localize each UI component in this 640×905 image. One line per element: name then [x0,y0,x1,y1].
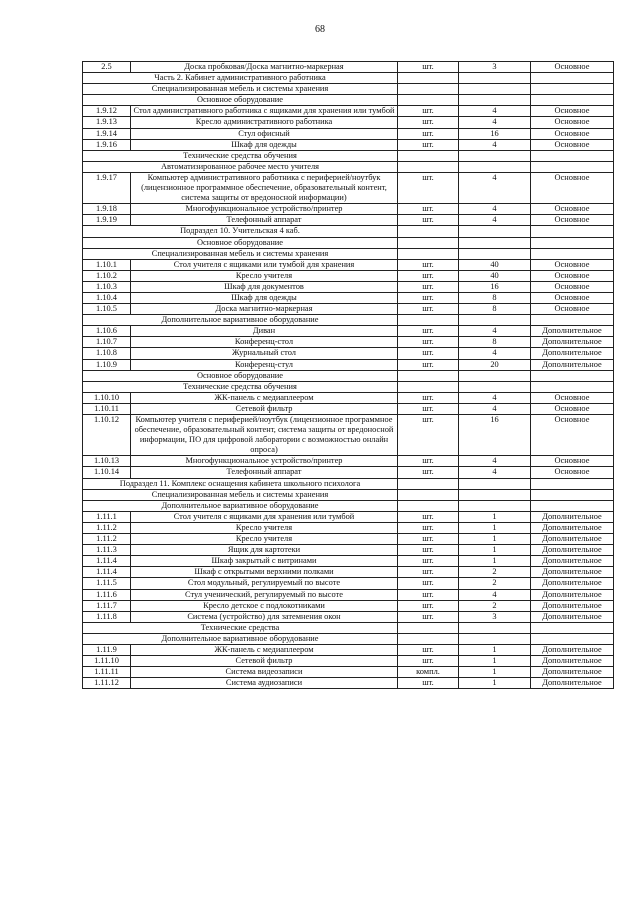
item-quantity: 4 [459,326,531,337]
item-number: 1.9.12 [83,106,131,117]
item-number: 1.9.14 [83,128,131,139]
empty-cell [531,489,614,500]
item-type: Дополнительное [531,678,614,689]
empty-cell [398,237,459,248]
empty-cell [459,150,531,161]
item-unit: шт. [398,259,459,270]
item-quantity: 1 [459,511,531,522]
item-number: 1.9.17 [83,172,131,203]
section-title: Технические средства обучения [83,381,398,392]
empty-cell [398,370,459,381]
item-unit: шт. [398,270,459,281]
item-unit: шт. [398,522,459,533]
item-unit: шт. [398,172,459,203]
item-unit: шт. [398,534,459,545]
item-name: Кресло учителя [131,522,398,533]
item-number: 1.11.9 [83,644,131,655]
item-unit: шт. [398,511,459,522]
item-number: 2.5 [83,62,131,73]
table-row [83,348,614,359]
item-unit: шт. [398,106,459,117]
empty-cell [459,237,531,248]
item-name: Телефонный аппарат [131,467,398,478]
section-title: Основное оборудование [83,95,398,106]
table-row [83,337,614,348]
item-quantity: 16 [459,281,531,292]
page-number: 68 [315,24,325,35]
empty-cell [531,237,614,248]
item-name: Система видеозаписи [131,667,398,678]
section-title: Специализированная мебель и системы хранения [83,248,398,259]
empty-cell [531,633,614,644]
item-unit: шт. [398,337,459,348]
item-unit: шт. [398,545,459,556]
item-type: Основное [531,292,614,303]
item-type: Основное [531,128,614,139]
item-type: Дополнительное [531,556,614,567]
section-title: Часть 2. Кабинет административного работника [83,73,398,84]
equipment-table-body [83,62,614,689]
item-name: Конференц-стол [131,337,398,348]
item-unit: шт. [398,62,459,73]
item-name: Компьютер учителя с периферией/ноутбук (лицензионное программное обеспечение, образовательный контент, система защиты от вредоносной информации, ПО для цифровой лаборатории с возможностью онлайн опроса) [131,415,398,456]
empty-cell [459,633,531,644]
item-quantity: 1 [459,545,531,556]
item-type: Основное [531,204,614,215]
table-row [83,656,614,667]
item-quantity: 4 [459,467,531,478]
table-row [83,359,614,370]
section-row [83,237,614,248]
section-row [83,478,614,489]
item-unit: шт. [398,644,459,655]
item-quantity: 3 [459,611,531,622]
item-unit: шт. [398,467,459,478]
empty-cell [531,500,614,511]
table-row [83,292,614,303]
item-number: 1.10.5 [83,304,131,315]
equipment-table [82,61,614,689]
empty-cell [398,150,459,161]
item-name: Сетевой фильтр [131,403,398,414]
item-quantity: 4 [459,456,531,467]
item-number: 1.10.11 [83,403,131,414]
item-name: Стул ученический, регулируемый по высоте [131,589,398,600]
item-unit: шт. [398,348,459,359]
item-name: Шкаф закрытый с витринами [131,556,398,567]
empty-cell [398,500,459,511]
empty-cell [459,622,531,633]
item-type: Дополнительное [531,656,614,667]
item-type: Основное [531,259,614,270]
item-name: ЖК-панель с медиаплеером [131,644,398,655]
section-row [83,248,614,259]
item-quantity: 4 [459,348,531,359]
item-quantity: 2 [459,567,531,578]
item-type: Дополнительное [531,611,614,622]
item-unit: шт. [398,117,459,128]
item-unit: шт. [398,415,459,456]
table-row [83,589,614,600]
table-row [83,611,614,622]
item-unit: шт. [398,589,459,600]
empty-cell [459,500,531,511]
table-row [83,204,614,215]
table-row [83,415,614,456]
table-row [83,281,614,292]
item-name: Стол учителя с ящиками или тумбой для хранения [131,259,398,270]
empty-cell [459,381,531,392]
empty-cell [459,226,531,237]
item-unit: шт. [398,567,459,578]
section-row [83,370,614,381]
empty-cell [531,150,614,161]
empty-cell [531,381,614,392]
item-quantity: 1 [459,644,531,655]
item-number: 1.9.19 [83,215,131,226]
item-type: Дополнительное [531,348,614,359]
section-row [83,73,614,84]
item-quantity: 1 [459,534,531,545]
table-row [83,511,614,522]
item-number: 1.11.11 [83,667,131,678]
item-name: Кресло административного работника [131,117,398,128]
section-row [83,95,614,106]
item-type: Дополнительное [531,567,614,578]
item-type: Дополнительное [531,589,614,600]
item-quantity: 4 [459,392,531,403]
empty-cell [459,478,531,489]
section-row [83,161,614,172]
table-row [83,326,614,337]
item-quantity: 16 [459,415,531,456]
item-number: 1.10.14 [83,467,131,478]
section-title: Дополнительное вариативное оборудование [83,315,398,326]
section-title: Специализированная мебель и системы хранения [83,489,398,500]
section-row [83,381,614,392]
item-type: Основное [531,139,614,150]
item-quantity: 4 [459,139,531,150]
item-quantity: 20 [459,359,531,370]
item-name: Сетевой фильтр [131,656,398,667]
table-row [83,215,614,226]
table-row [83,578,614,589]
item-unit: шт. [398,215,459,226]
item-quantity: 1 [459,667,531,678]
table-row [83,678,614,689]
table-row [83,667,614,678]
empty-cell [398,381,459,392]
empty-cell [531,315,614,326]
table-row [83,270,614,281]
item-type: Основное [531,456,614,467]
empty-cell [531,248,614,259]
table-row [83,403,614,414]
empty-cell [531,161,614,172]
item-name: Диван [131,326,398,337]
item-unit: шт. [398,656,459,667]
table-row [83,467,614,478]
section-row [83,489,614,500]
item-number: 1.10.13 [83,456,131,467]
item-quantity: 1 [459,522,531,533]
empty-cell [398,161,459,172]
item-number: 1.10.6 [83,326,131,337]
item-type: Дополнительное [531,326,614,337]
item-type: Дополнительное [531,534,614,545]
section-row [83,150,614,161]
item-quantity: 8 [459,337,531,348]
empty-cell [398,95,459,106]
empty-cell [459,95,531,106]
empty-cell [459,84,531,95]
table-row [83,456,614,467]
empty-cell [459,489,531,500]
item-type: Дополнительное [531,644,614,655]
item-number: 1.10.12 [83,415,131,456]
item-quantity: 8 [459,304,531,315]
item-quantity: 40 [459,259,531,270]
item-number: 1.11.4 [83,556,131,567]
empty-cell [531,95,614,106]
item-quantity: 40 [459,270,531,281]
section-title: Специализированная мебель и системы хранения [83,84,398,95]
item-number: 1.11.8 [83,611,131,622]
item-type: Дополнительное [531,522,614,533]
item-name: ЖК-панель с медиаплеером [131,392,398,403]
table-row [83,522,614,533]
item-number: 1.10.10 [83,392,131,403]
item-name: Система (устройство) для затемнения окон [131,611,398,622]
section-title: Основное оборудование [83,237,398,248]
item-type: Основное [531,106,614,117]
item-number: 1.11.3 [83,545,131,556]
empty-cell [459,315,531,326]
table-row [83,567,614,578]
item-name: Стол учителя с ящиками для хранения или тумбой [131,511,398,522]
item-number: 1.11.2 [83,534,131,545]
section-title: Дополнительное вариативное оборудование [83,500,398,511]
empty-cell [531,622,614,633]
item-name: Стол административного работника с ящиками для хранения или тумбой [131,106,398,117]
section-title: Подраздел 11. Комплекс оснащения кабинета школьного психолога [83,478,398,489]
item-unit: шт. [398,556,459,567]
item-type: Основное [531,467,614,478]
item-unit: шт. [398,292,459,303]
table-row [83,304,614,315]
item-type: Основное [531,215,614,226]
item-name: Шкаф с открытыми верхними полками [131,567,398,578]
item-type: Основное [531,403,614,414]
table-row [83,545,614,556]
item-number: 1.11.4 [83,567,131,578]
section-title: Технические средства обучения [83,150,398,161]
empty-cell [459,248,531,259]
table-row [83,139,614,150]
empty-cell [398,84,459,95]
empty-cell [459,161,531,172]
section-row [83,315,614,326]
table-row [83,62,614,73]
empty-cell [398,622,459,633]
item-name: Кресло учителя [131,270,398,281]
item-name: Шкаф для одежды [131,139,398,150]
item-quantity: 2 [459,578,531,589]
section-row [83,633,614,644]
section-row [83,226,614,237]
item-quantity: 4 [459,117,531,128]
item-number: 1.10.8 [83,348,131,359]
item-unit: шт. [398,204,459,215]
item-unit: шт. [398,578,459,589]
item-number: 1.11.7 [83,600,131,611]
section-title: Подраздел 10. Учительская 4 каб. [83,226,398,237]
item-name: Компьютер административного работника с периферией/ноутбук (лицензионное программное обеспечение, образовательный контент, система защиты от вредоносной информации) [131,172,398,203]
item-number: 1.10.2 [83,270,131,281]
item-quantity: 1 [459,556,531,567]
item-number: 1.9.16 [83,139,131,150]
empty-cell [459,73,531,84]
item-quantity: 4 [459,589,531,600]
item-name: Доска пробковая/Доска магнитно-маркерная [131,62,398,73]
empty-cell [531,84,614,95]
item-type: Основное [531,172,614,203]
section-row [83,500,614,511]
item-unit: шт. [398,456,459,467]
item-name: Кресло учителя [131,534,398,545]
item-unit: шт. [398,403,459,414]
item-name: Конференц-стул [131,359,398,370]
empty-cell [398,633,459,644]
item-quantity: 8 [459,292,531,303]
item-type: Дополнительное [531,359,614,370]
item-number: 1.11.6 [83,589,131,600]
empty-cell [398,478,459,489]
empty-cell [398,315,459,326]
table-row [83,600,614,611]
item-unit: шт. [398,139,459,150]
item-unit: компл. [398,667,459,678]
item-name: Многофункциональное устройство/принтер [131,456,398,467]
empty-cell [398,73,459,84]
item-number: 1.11.10 [83,656,131,667]
item-type: Основное [531,117,614,128]
item-name: Телефонный аппарат [131,215,398,226]
item-unit: шт. [398,392,459,403]
section-title: Технические средства [83,622,398,633]
item-type: Дополнительное [531,667,614,678]
section-title: Дополнительное вариативное оборудование [83,633,398,644]
table-row [83,106,614,117]
item-type: Основное [531,392,614,403]
item-name: Шкаф для документов [131,281,398,292]
empty-cell [531,478,614,489]
table-row [83,644,614,655]
item-name: Кресло детское с подлокотниками [131,600,398,611]
empty-cell [398,226,459,237]
table-row [83,117,614,128]
table-row [83,534,614,545]
item-type: Дополнительное [531,545,614,556]
empty-cell [531,73,614,84]
item-number: 1.10.4 [83,292,131,303]
item-name: Доска магнитно-маркерная [131,304,398,315]
item-type: Основное [531,62,614,73]
item-number: 1.11.2 [83,522,131,533]
item-quantity: 4 [459,204,531,215]
section-title: Автоматизированное рабочее место учителя [83,161,398,172]
item-number: 1.9.18 [83,204,131,215]
empty-cell [459,370,531,381]
item-quantity: 16 [459,128,531,139]
item-number: 1.11.1 [83,511,131,522]
item-quantity: 3 [459,62,531,73]
item-name: Стул офисный [131,128,398,139]
item-name: Стол модульный, регулируемый по высоте [131,578,398,589]
section-row [83,622,614,633]
section-title: Основное оборудование [83,370,398,381]
item-type: Основное [531,415,614,456]
item-quantity: 4 [459,172,531,203]
empty-cell [531,370,614,381]
item-unit: шт. [398,281,459,292]
item-quantity: 1 [459,678,531,689]
table-row [83,259,614,270]
item-quantity: 2 [459,600,531,611]
empty-cell [531,226,614,237]
item-name: Система аудиозаписи [131,678,398,689]
item-type: Основное [531,281,614,292]
table-row [83,128,614,139]
item-type: Основное [531,270,614,281]
table-row [83,172,614,203]
item-unit: шт. [398,359,459,370]
item-name: Шкаф для одежды [131,292,398,303]
item-quantity: 4 [459,215,531,226]
item-type: Дополнительное [531,600,614,611]
item-number: 1.9.13 [83,117,131,128]
item-name: Ящик для картотеки [131,545,398,556]
table-row [83,392,614,403]
section-row [83,84,614,95]
item-unit: шт. [398,326,459,337]
item-name: Журнальный стол [131,348,398,359]
item-number: 1.11.12 [83,678,131,689]
item-type: Дополнительное [531,511,614,522]
item-unit: шт. [398,128,459,139]
item-unit: шт. [398,678,459,689]
item-name: Многофункциональное устройство/принтер [131,204,398,215]
item-type: Основное [531,304,614,315]
empty-cell [398,489,459,500]
table-row [83,556,614,567]
item-type: Дополнительное [531,337,614,348]
empty-cell [398,248,459,259]
item-number: 1.11.5 [83,578,131,589]
item-number: 1.10.1 [83,259,131,270]
item-unit: шт. [398,611,459,622]
item-quantity: 1 [459,656,531,667]
item-quantity: 4 [459,403,531,414]
item-number: 1.10.9 [83,359,131,370]
item-unit: шт. [398,304,459,315]
item-unit: шт. [398,600,459,611]
item-type: Дополнительное [531,578,614,589]
item-number: 1.10.7 [83,337,131,348]
item-quantity: 4 [459,106,531,117]
item-number: 1.10.3 [83,281,131,292]
